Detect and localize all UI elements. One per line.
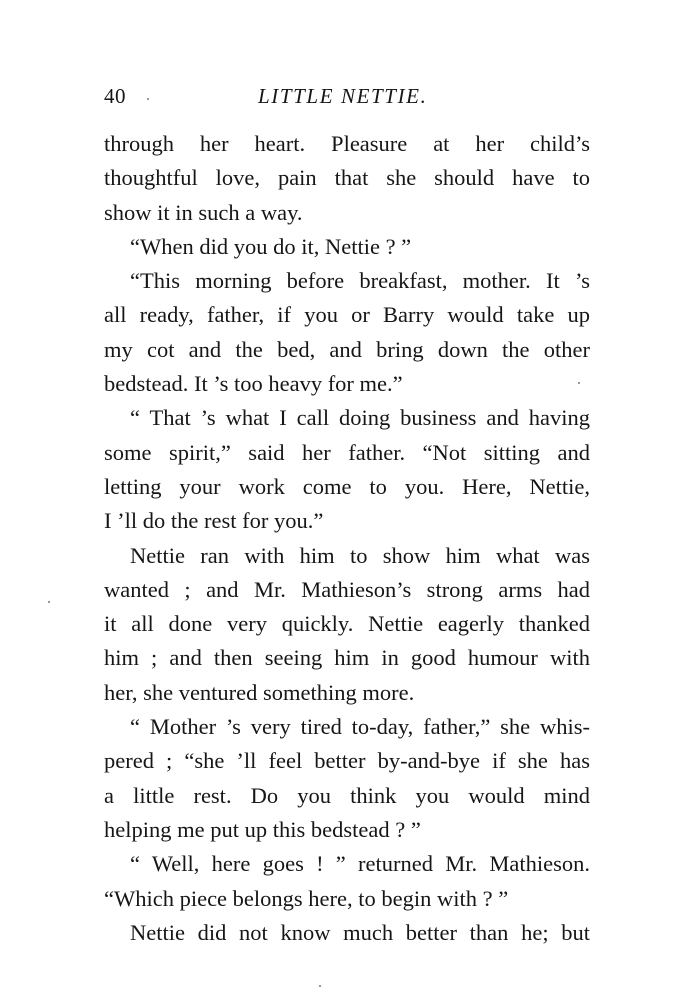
print-speck bbox=[147, 98, 149, 100]
text-line: Nettie ran with him to show him what was bbox=[130, 542, 590, 568]
text-line: bedstead. It ’s too heavy for me.” bbox=[104, 371, 403, 397]
page-number: 40 bbox=[104, 84, 126, 108]
running-title: LITTLE NETTIE. bbox=[258, 84, 428, 108]
text-line: Nettie did not know much better than he; but bbox=[130, 919, 590, 945]
print-speck bbox=[48, 601, 50, 603]
text-line: “This morning before breakfast, mother. It ’s bbox=[130, 268, 590, 294]
page-header bbox=[104, 84, 590, 118]
text-line: “ That ’s what I call doing business and having bbox=[130, 405, 590, 431]
print-speck bbox=[578, 382, 580, 384]
text-line: “ Mother ’s very tired to-day, father,” she whis- bbox=[130, 714, 590, 740]
text-line: thoughtful love, pain that she should have to bbox=[104, 165, 590, 191]
body-text bbox=[104, 127, 590, 950]
text-line: some spirit,” said her father. “Not sitting and bbox=[104, 439, 590, 465]
text-line: “When did you do it, Nettie ? ” bbox=[130, 233, 412, 259]
text-line: all ready, father, if you or Barry would take up bbox=[104, 302, 590, 328]
text-line: show it in such a way. bbox=[104, 199, 303, 225]
text-line: her, she ventured something more. bbox=[104, 679, 415, 705]
text-line: helping me put up this bedstead ? ” bbox=[104, 816, 421, 842]
text-line: through her heart. Pleasure at her child’s bbox=[104, 131, 590, 156]
text-line: I ’ll do the rest for you.” bbox=[104, 508, 324, 534]
print-speck bbox=[319, 985, 321, 987]
text-line: pered ; “she ’ll feel better by-and-bye if she has bbox=[104, 748, 590, 774]
text-line: a little rest. Do you think you would mind bbox=[104, 782, 590, 808]
text-line: him ; and then seeing him in good humour with bbox=[104, 645, 590, 671]
text-line: my cot and the bed, and bring down the other bbox=[104, 336, 590, 362]
text-line: “Which piece belongs here, to begin with ? ” bbox=[104, 885, 509, 911]
text-line: it all done very quickly. Nettie eagerly thanked bbox=[104, 611, 590, 637]
text-line: letting your work come to you. Here, Nettie, bbox=[104, 473, 590, 499]
text-line: “ Well, here goes ! ” returned Mr. Mathieson. bbox=[130, 851, 590, 877]
text-line: wanted ; and Mr. Mathieson’s strong arms had bbox=[104, 576, 590, 602]
